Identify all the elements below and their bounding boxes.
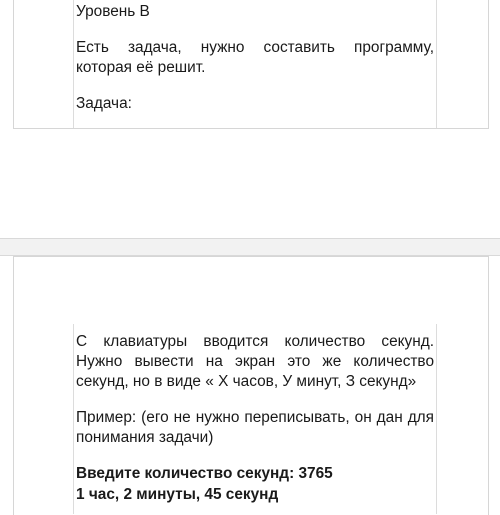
- level-heading: Уровень B: [76, 3, 150, 20]
- right-margin-guide-top: [436, 0, 437, 128]
- task-paragraph: С клавиатуры вводится количество секунд. Нужно вывести на экран это же количество секунд, но в виде « Х часов, У минут, З секунд»: [76, 333, 434, 390]
- example-input-line: Введите количество секунд: 3765: [76, 465, 333, 482]
- example-output-line: 1 час, 2 минуты, 45 секунд: [76, 486, 279, 503]
- example-note: Пример: (его не нужно переписывать, он дан для понимания задачи): [76, 409, 434, 446]
- task-label: Задача:: [76, 95, 132, 112]
- left-margin-guide-top: [73, 0, 74, 128]
- left-margin-guide-bottom: [73, 324, 74, 514]
- intro-paragraph: Есть задача, нужно составить программу, которая её решит.: [76, 39, 434, 76]
- page-gap: [0, 238, 500, 256]
- right-margin-guide-bottom: [436, 324, 437, 514]
